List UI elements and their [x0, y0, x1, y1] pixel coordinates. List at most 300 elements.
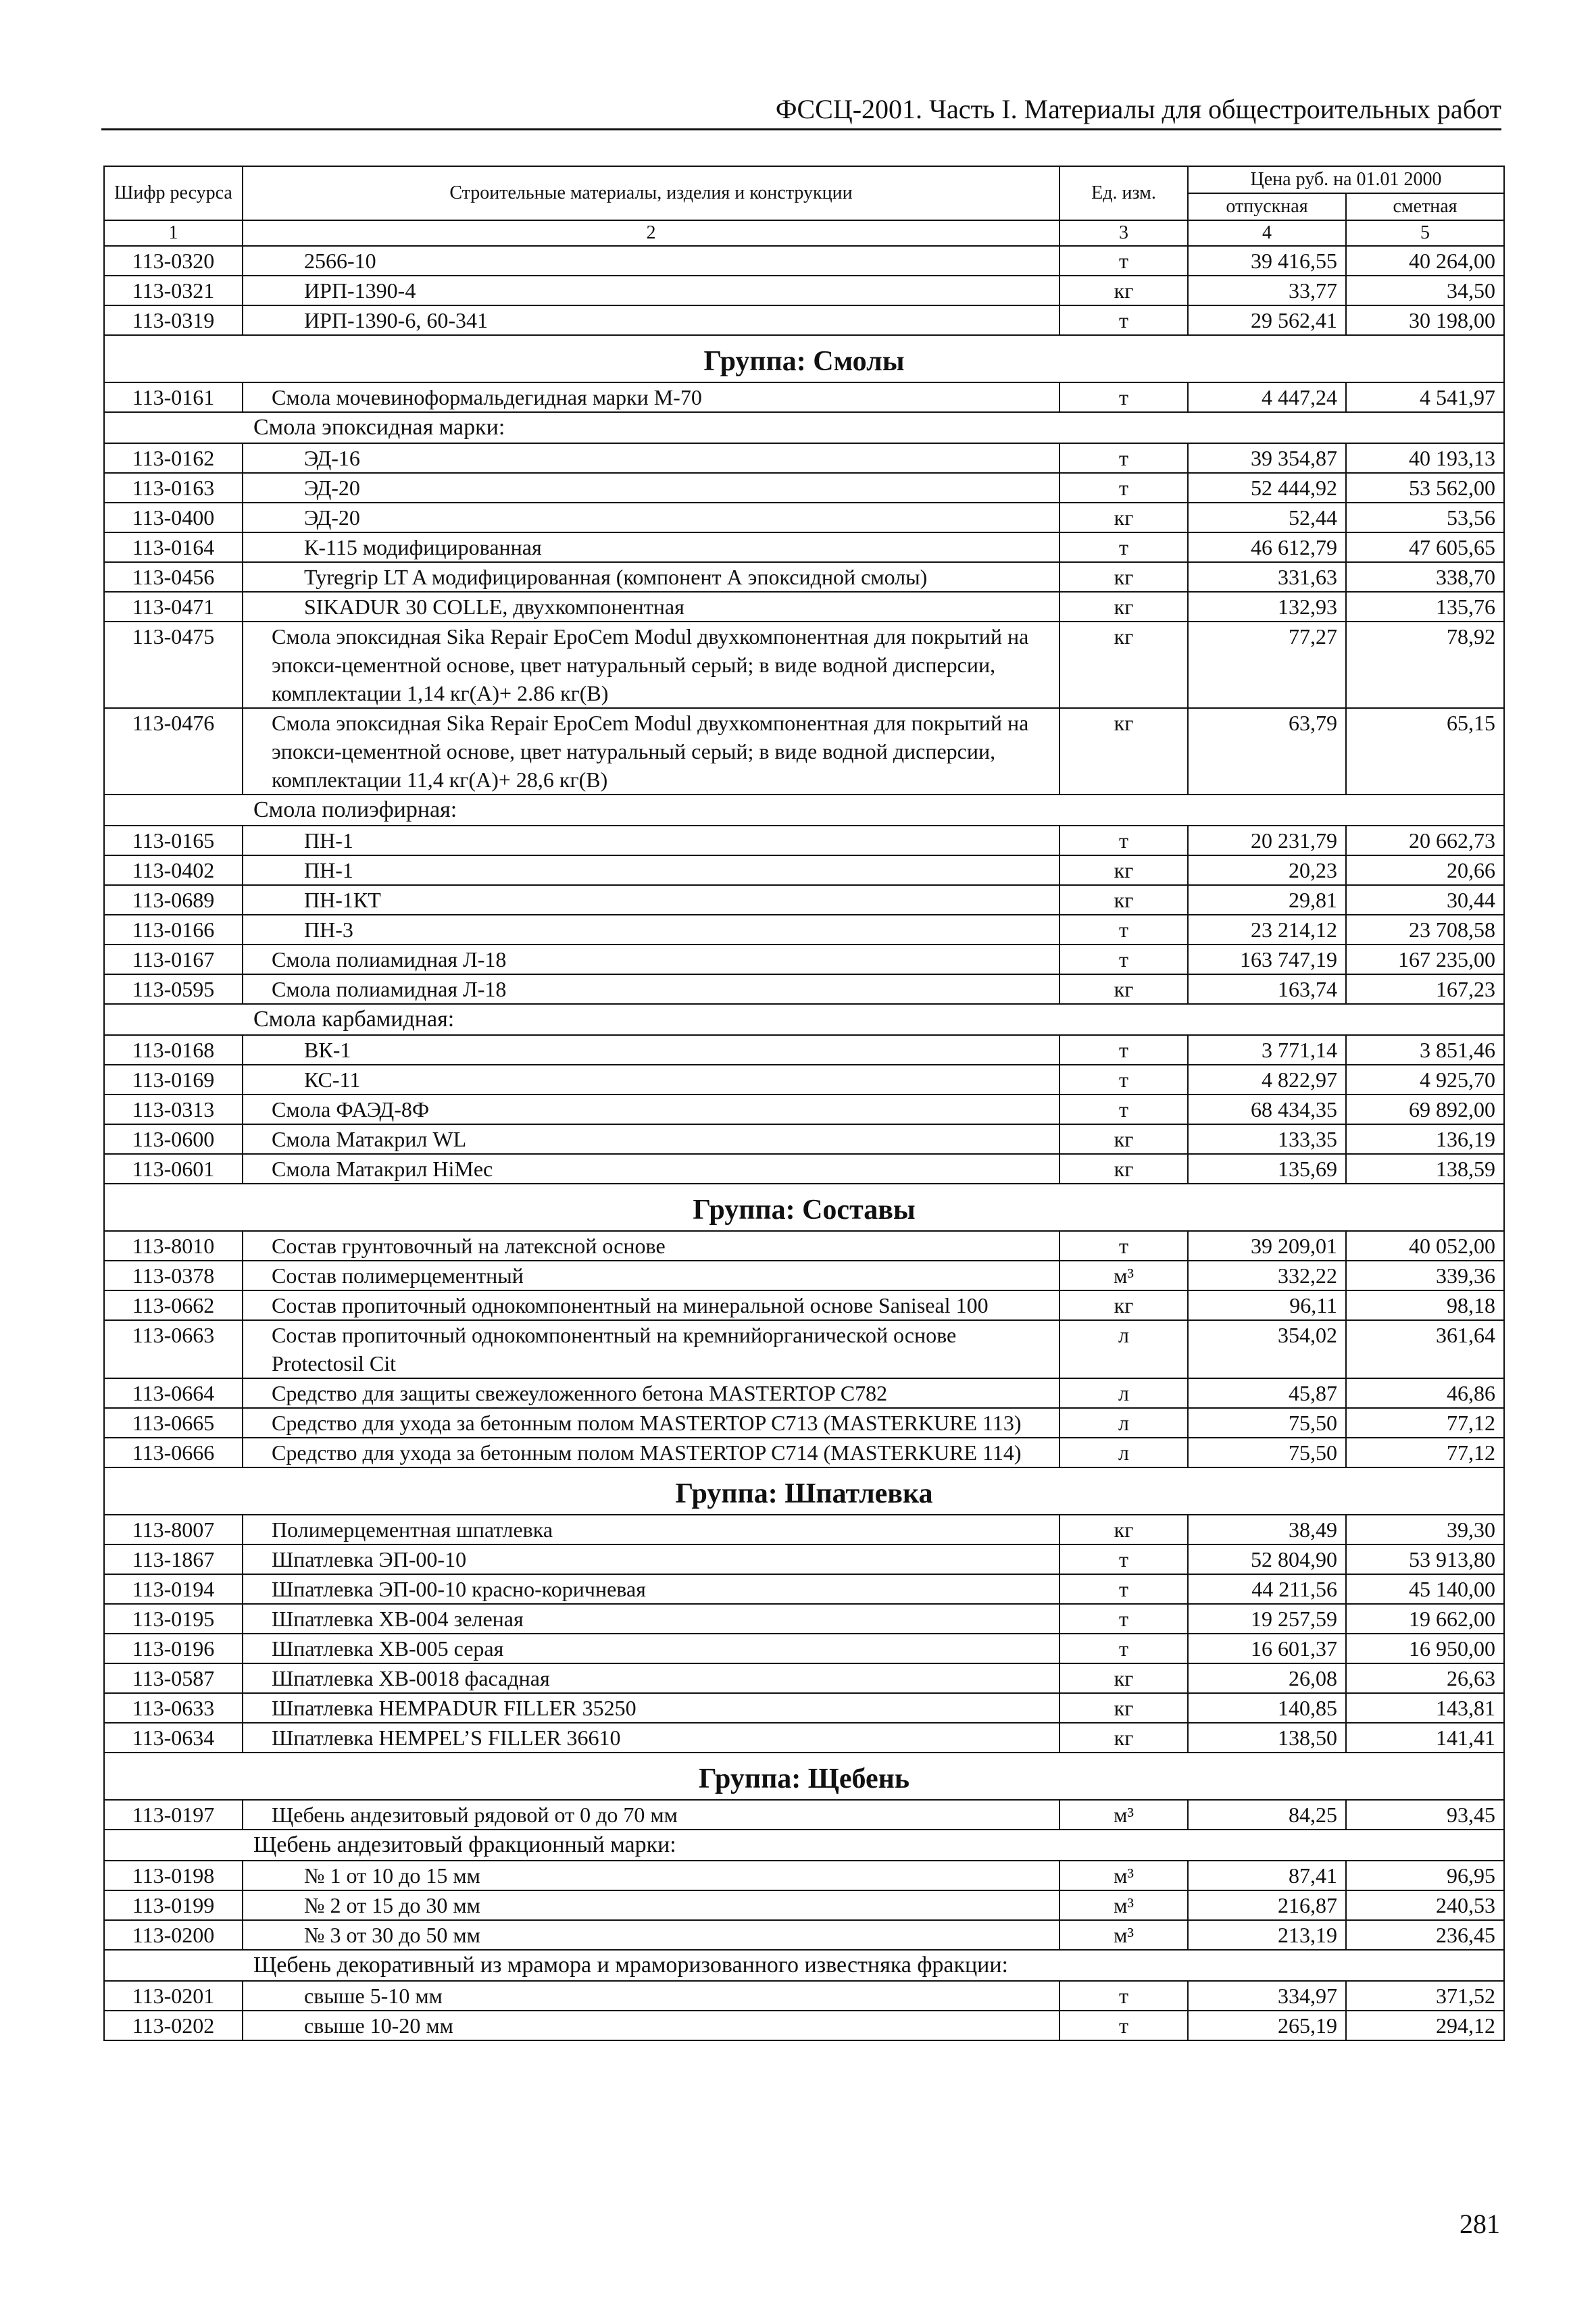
- material-name: № 3 от 30 до 50 мм: [243, 1920, 1059, 1950]
- release-price: 39 416,55: [1188, 246, 1346, 276]
- estimate-price: 371,52: [1346, 1981, 1504, 2011]
- table-row: [104, 708, 1504, 795]
- estimate-price: 20,66: [1346, 855, 1504, 885]
- unit-of-measure: кг: [1059, 1663, 1188, 1693]
- material-name: ПН-1: [243, 826, 1059, 855]
- group-heading-row: [104, 1467, 1504, 1515]
- unit-of-measure: т: [1059, 382, 1188, 412]
- unit-of-measure: т: [1059, 826, 1188, 855]
- release-price: 77,27: [1188, 622, 1346, 708]
- unit-of-measure: кг: [1059, 562, 1188, 592]
- estimate-price: 361,64: [1346, 1320, 1504, 1378]
- release-price: 29,81: [1188, 885, 1346, 915]
- unit-of-measure: кг: [1059, 708, 1188, 795]
- table-row: [104, 1065, 1504, 1095]
- unit-of-measure: кг: [1059, 1154, 1188, 1184]
- table-row: [104, 915, 1504, 945]
- table-row: [104, 885, 1504, 915]
- estimate-price: 53,56: [1346, 503, 1504, 532]
- unit-of-measure: м³: [1059, 1890, 1188, 1920]
- group-heading-row: [104, 1184, 1504, 1231]
- resource-code: 113-0199: [104, 1890, 243, 1920]
- estimate-price: 16 950,00: [1346, 1634, 1504, 1663]
- subgroup-title: Щебень андезитовый фракционный марки:: [104, 1830, 1504, 1861]
- resource-code: 113-0166: [104, 915, 243, 945]
- resource-code: 113-0689: [104, 885, 243, 915]
- material-name: Состав пропиточный однокомпонентный на кремнийорганической основе Protectosil Cit: [243, 1320, 1059, 1378]
- estimate-price: 136,19: [1346, 1124, 1504, 1154]
- unit-of-measure: кг: [1059, 855, 1188, 885]
- resource-code: 113-0169: [104, 1065, 243, 1095]
- table-row: [104, 1544, 1504, 1574]
- estimate-price: 40 193,13: [1346, 443, 1504, 473]
- estimate-price: 40 264,00: [1346, 246, 1504, 276]
- material-name: Шпатлевка ЭП-00-10: [243, 1544, 1059, 1574]
- table-row: [104, 246, 1504, 276]
- group-title: Группа: Составы: [104, 1184, 1504, 1231]
- subgroup-heading-row: [104, 795, 1504, 826]
- resource-code: 113-0163: [104, 473, 243, 503]
- unit-of-measure: кг: [1059, 885, 1188, 915]
- estimate-price: 53 562,00: [1346, 473, 1504, 503]
- material-name: SIKADUR 30 COLLE, двухкомпонентная: [243, 592, 1059, 622]
- subgroup-heading-row: [104, 412, 1504, 443]
- material-name: Состав пропиточный однокомпонентный на минеральной основе Saniseal 100: [243, 1290, 1059, 1320]
- material-name: Состав грунтовочный на латексной основе: [243, 1231, 1059, 1261]
- estimate-price: 338,70: [1346, 562, 1504, 592]
- material-name: Смола Матакрил HiMec: [243, 1154, 1059, 1184]
- resource-code: 113-0665: [104, 1408, 243, 1438]
- column-number: 4: [1188, 220, 1346, 246]
- estimate-price: 30 198,00: [1346, 305, 1504, 335]
- resource-code: 113-0319: [104, 305, 243, 335]
- estimate-price: 19 662,00: [1346, 1604, 1504, 1634]
- material-name: Шпатлевка ХВ-0018 фасадная: [243, 1663, 1059, 1693]
- table-row: [104, 1320, 1504, 1378]
- table-row: [104, 503, 1504, 532]
- table-row: [104, 1515, 1504, 1544]
- table-row: [104, 1095, 1504, 1124]
- estimate-price: 53 913,80: [1346, 1544, 1504, 1574]
- table-row: [104, 1981, 1504, 2011]
- table-row: [104, 276, 1504, 305]
- estimate-price: 141,41: [1346, 1723, 1504, 1753]
- resource-code: 113-0601: [104, 1154, 243, 1184]
- unit-of-measure: кг: [1059, 592, 1188, 622]
- table-row: [104, 1290, 1504, 1320]
- release-price: 133,35: [1188, 1124, 1346, 1154]
- resource-code: 113-0475: [104, 622, 243, 708]
- estimate-price: 93,45: [1346, 1800, 1504, 1830]
- unit-of-measure: т: [1059, 1095, 1188, 1124]
- table-row: [104, 622, 1504, 708]
- release-price: 75,50: [1188, 1438, 1346, 1467]
- estimate-price: 240,53: [1346, 1890, 1504, 1920]
- release-price: 138,50: [1188, 1723, 1346, 1753]
- release-price: 26,08: [1188, 1663, 1346, 1693]
- release-price: 38,49: [1188, 1515, 1346, 1544]
- material-name: К-115 модифицированная: [243, 532, 1059, 562]
- release-price: 4 822,97: [1188, 1065, 1346, 1095]
- estimate-price: 4 925,70: [1346, 1065, 1504, 1095]
- material-name: 2566-10: [243, 246, 1059, 276]
- subgroup-title: Смола эпоксидная марки:: [104, 412, 1504, 443]
- release-price: 63,79: [1188, 708, 1346, 795]
- material-name: Шпатлевка ХВ-004 зеленая: [243, 1604, 1059, 1634]
- estimate-price: 78,92: [1346, 622, 1504, 708]
- material-name: Шпатлевка ЭП-00-10 красно-коричневая: [243, 1574, 1059, 1604]
- group-title: Группа: Смолы: [104, 335, 1504, 382]
- release-price: 16 601,37: [1188, 1634, 1346, 1663]
- table-row: [104, 1231, 1504, 1261]
- col-header-price: Цена руб. на 01.01 2000: [1188, 166, 1504, 193]
- resource-code: 113-0633: [104, 1693, 243, 1723]
- resource-code: 113-0378: [104, 1261, 243, 1290]
- estimate-price: 143,81: [1346, 1693, 1504, 1723]
- column-number: 1: [104, 220, 243, 246]
- table-row: [104, 1378, 1504, 1408]
- col-header-release: отпускная: [1188, 193, 1346, 220]
- resource-code: 113-0161: [104, 382, 243, 412]
- table-row: [104, 1693, 1504, 1723]
- material-name: Шпатлевка HEMPEL’S FILLER 36610: [243, 1723, 1059, 1753]
- material-name: № 2 от 15 до 30 мм: [243, 1890, 1059, 1920]
- resource-code: 113-0168: [104, 1035, 243, 1065]
- col-header-estimate: сметная: [1346, 193, 1504, 220]
- material-name: Полимерцементная шпатлевка: [243, 1515, 1059, 1544]
- material-name: ЭД-20: [243, 503, 1059, 532]
- table-row: [104, 1124, 1504, 1154]
- release-price: 29 562,41: [1188, 305, 1346, 335]
- table-row: [104, 1890, 1504, 1920]
- unit-of-measure: кг: [1059, 1515, 1188, 1544]
- resource-code: 113-0587: [104, 1663, 243, 1693]
- running-header: ФССЦ-2001. Часть I. Материалы для общестроительных работ: [775, 94, 1501, 124]
- resource-code: 113-0197: [104, 1800, 243, 1830]
- table-row: [104, 855, 1504, 885]
- material-name: Tyregrip LT A модифицированная (компонент А эпоксидной смолы): [243, 562, 1059, 592]
- resource-code: 113-0200: [104, 1920, 243, 1950]
- release-price: 52 804,90: [1188, 1544, 1346, 1574]
- release-price: 4 447,24: [1188, 382, 1346, 412]
- column-number-row: [104, 220, 1504, 246]
- table-body: [104, 246, 1504, 2040]
- release-price: 23 214,12: [1188, 915, 1346, 945]
- unit-of-measure: м³: [1059, 1261, 1188, 1290]
- table-row: [104, 1438, 1504, 1467]
- material-name: Шпатлевка ХВ-005 серая: [243, 1634, 1059, 1663]
- estimate-price: 135,76: [1346, 592, 1504, 622]
- estimate-price: 294,12: [1346, 2011, 1504, 2040]
- material-name: ЭД-16: [243, 443, 1059, 473]
- estimate-price: 45 140,00: [1346, 1574, 1504, 1604]
- material-name: Смола Матакрил WL: [243, 1124, 1059, 1154]
- table-row: [104, 1604, 1504, 1634]
- material-name: Смола ФАЭД-8Ф: [243, 1095, 1059, 1124]
- subgroup-title: Смола полиэфирная:: [104, 795, 1504, 826]
- estimate-price: 39,30: [1346, 1515, 1504, 1544]
- resource-code: 113-0595: [104, 974, 243, 1004]
- subgroup-heading-row: [104, 1830, 1504, 1861]
- table-row: [104, 305, 1504, 335]
- resource-code: 113-0471: [104, 592, 243, 622]
- material-name: Смола полиамидная Л-18: [243, 945, 1059, 974]
- table-row: [104, 1408, 1504, 1438]
- estimate-price: 69 892,00: [1346, 1095, 1504, 1124]
- subgroup-heading-row: [104, 1004, 1504, 1035]
- resource-code: 113-0476: [104, 708, 243, 795]
- release-price: 163 747,19: [1188, 945, 1346, 974]
- material-name: свыше 5-10 мм: [243, 1981, 1059, 2011]
- resource-code: 113-0196: [104, 1634, 243, 1663]
- unit-of-measure: л: [1059, 1378, 1188, 1408]
- material-name: Смола эпоксидная Sika Repair EpoCem Modul двухкомпонентная для покрытий на эпокси-цементной основе, цвет натуральный серый; в виде водной дисперсии, комплектации 11,4 кг(A)+ 28,6 кг(B): [243, 708, 1059, 795]
- estimate-price: 40 052,00: [1346, 1231, 1504, 1261]
- release-price: 52 444,92: [1188, 473, 1346, 503]
- table-row: [104, 532, 1504, 562]
- estimate-price: 34,50: [1346, 276, 1504, 305]
- unit-of-measure: л: [1059, 1320, 1188, 1378]
- group-heading-row: [104, 1753, 1504, 1800]
- estimate-price: 167 235,00: [1346, 945, 1504, 974]
- resource-code: 113-0165: [104, 826, 243, 855]
- material-name: Состав полимерцементный: [243, 1261, 1059, 1290]
- resource-code: 113-0600: [104, 1124, 243, 1154]
- resource-code: 113-8007: [104, 1515, 243, 1544]
- resource-code: 113-0402: [104, 855, 243, 885]
- unit-of-measure: л: [1059, 1438, 1188, 1467]
- table-row: [104, 1723, 1504, 1753]
- estimate-price: 20 662,73: [1346, 826, 1504, 855]
- table-row: [104, 1261, 1504, 1290]
- unit-of-measure: кг: [1059, 503, 1188, 532]
- col-header-unit: Ед. изм.: [1059, 166, 1188, 220]
- release-price: 213,19: [1188, 1920, 1346, 1950]
- release-price: 39 354,87: [1188, 443, 1346, 473]
- column-number: 3: [1059, 220, 1188, 246]
- unit-of-measure: т: [1059, 1634, 1188, 1663]
- resource-code: 113-8010: [104, 1231, 243, 1261]
- unit-of-measure: т: [1059, 246, 1188, 276]
- table-row: [104, 1634, 1504, 1663]
- resource-code: 113-0634: [104, 1723, 243, 1753]
- resource-code: 113-0313: [104, 1095, 243, 1124]
- unit-of-measure: кг: [1059, 622, 1188, 708]
- column-number: 2: [243, 220, 1059, 246]
- unit-of-measure: кг: [1059, 1693, 1188, 1723]
- group-title: Группа: Щебень: [104, 1753, 1504, 1800]
- release-price: 354,02: [1188, 1320, 1346, 1378]
- resource-code: 113-0164: [104, 532, 243, 562]
- table-row: [104, 826, 1504, 855]
- unit-of-measure: т: [1059, 2011, 1188, 2040]
- unit-of-measure: т: [1059, 443, 1188, 473]
- resource-code: 113-0201: [104, 1981, 243, 2011]
- page-number: 281: [1460, 2209, 1500, 2239]
- unit-of-measure: кг: [1059, 1723, 1188, 1753]
- estimate-price: 46,86: [1346, 1378, 1504, 1408]
- material-name: КС-11: [243, 1065, 1059, 1095]
- release-price: 331,63: [1188, 562, 1346, 592]
- material-name: ВК-1: [243, 1035, 1059, 1065]
- release-price: 216,87: [1188, 1890, 1346, 1920]
- subgroup-title: Смола карбамидная:: [104, 1004, 1504, 1035]
- table-row: [104, 974, 1504, 1004]
- release-price: 140,85: [1188, 1693, 1346, 1723]
- table-row: [104, 1035, 1504, 1065]
- estimate-price: 77,12: [1346, 1408, 1504, 1438]
- release-price: 52,44: [1188, 503, 1346, 532]
- release-price: 46 612,79: [1188, 532, 1346, 562]
- release-price: 75,50: [1188, 1408, 1346, 1438]
- release-price: 20,23: [1188, 855, 1346, 885]
- material-name: Смола полиамидная Л-18: [243, 974, 1059, 1004]
- material-name: ЭД-20: [243, 473, 1059, 503]
- material-name: Шпатлевка HEMPADUR FILLER 35250: [243, 1693, 1059, 1723]
- header-rule: [101, 128, 1501, 130]
- unit-of-measure: т: [1059, 1981, 1188, 2011]
- estimate-price: 23 708,58: [1346, 915, 1504, 945]
- resource-code: 113-0162: [104, 443, 243, 473]
- header-row: [104, 166, 1504, 193]
- estimate-price: 167,23: [1346, 974, 1504, 1004]
- unit-of-measure: м³: [1059, 1800, 1188, 1830]
- resource-code: 113-0321: [104, 276, 243, 305]
- estimate-price: 4 541,97: [1346, 382, 1504, 412]
- resource-code: 113-0663: [104, 1320, 243, 1378]
- material-name: свыше 10-20 мм: [243, 2011, 1059, 2040]
- release-price: 84,25: [1188, 1800, 1346, 1830]
- material-name: Средство для ухода за бетонным полом MASTERTOP C714 (MASTERKURE 114): [243, 1438, 1059, 1467]
- unit-of-measure: т: [1059, 1065, 1188, 1095]
- resource-code: 113-0198: [104, 1861, 243, 1890]
- table-row: [104, 443, 1504, 473]
- unit-of-measure: т: [1059, 473, 1188, 503]
- table-row: [104, 473, 1504, 503]
- unit-of-measure: л: [1059, 1408, 1188, 1438]
- unit-of-measure: кг: [1059, 276, 1188, 305]
- estimate-price: 138,59: [1346, 1154, 1504, 1184]
- estimate-price: 65,15: [1346, 708, 1504, 795]
- price-table: [103, 166, 1505, 2041]
- release-price: 44 211,56: [1188, 1574, 1346, 1604]
- resource-code: 113-0194: [104, 1574, 243, 1604]
- material-name: Смола мочевиноформальдегидная марки М-70: [243, 382, 1059, 412]
- subgroup-heading-row: [104, 1950, 1504, 1981]
- unit-of-measure: кг: [1059, 974, 1188, 1004]
- unit-of-measure: м³: [1059, 1920, 1188, 1950]
- release-price: 20 231,79: [1188, 826, 1346, 855]
- unit-of-measure: т: [1059, 1544, 1188, 1574]
- material-name: № 1 от 10 до 15 мм: [243, 1861, 1059, 1890]
- estimate-price: 3 851,46: [1346, 1035, 1504, 1065]
- material-name: ИРП-1390-4: [243, 276, 1059, 305]
- release-price: 332,22: [1188, 1261, 1346, 1290]
- group-heading-row: [104, 335, 1504, 382]
- release-price: 19 257,59: [1188, 1604, 1346, 1634]
- release-price: 3 771,14: [1188, 1035, 1346, 1065]
- subgroup-title: Щебень декоративный из мрамора и мраморизованного известняка фракции:: [104, 1950, 1504, 1981]
- unit-of-measure: т: [1059, 305, 1188, 335]
- table-row: [104, 1574, 1504, 1604]
- resource-code: 113-0167: [104, 945, 243, 974]
- release-price: 45,87: [1188, 1378, 1346, 1408]
- resource-code: 113-0202: [104, 2011, 243, 2040]
- table-row: [104, 945, 1504, 974]
- material-name: ИРП-1390-6, 60-341: [243, 305, 1059, 335]
- estimate-price: 339,36: [1346, 1261, 1504, 1290]
- col-header-code: Шифр ресурса: [104, 166, 243, 220]
- material-name: Щебень андезитовый рядовой от 0 до 70 мм: [243, 1800, 1059, 1830]
- estimate-price: 77,12: [1346, 1438, 1504, 1467]
- unit-of-measure: т: [1059, 1604, 1188, 1634]
- table-row: [104, 382, 1504, 412]
- release-price: 163,74: [1188, 974, 1346, 1004]
- material-name: ПН-1: [243, 855, 1059, 885]
- unit-of-measure: т: [1059, 915, 1188, 945]
- unit-of-measure: т: [1059, 1035, 1188, 1065]
- unit-of-measure: кг: [1059, 1124, 1188, 1154]
- table-row: [104, 562, 1504, 592]
- unit-of-measure: кг: [1059, 1290, 1188, 1320]
- resource-code: 113-0320: [104, 246, 243, 276]
- release-price: 334,97: [1188, 1981, 1346, 2011]
- resource-code: 113-0662: [104, 1290, 243, 1320]
- estimate-price: 236,45: [1346, 1920, 1504, 1950]
- table-row: [104, 1800, 1504, 1830]
- release-price: 265,19: [1188, 2011, 1346, 2040]
- release-price: 33,77: [1188, 276, 1346, 305]
- release-price: 96,11: [1188, 1290, 1346, 1320]
- estimate-price: 96,95: [1346, 1861, 1504, 1890]
- table-row: [104, 2011, 1504, 2040]
- estimate-price: 26,63: [1346, 1663, 1504, 1693]
- estimate-price: 47 605,65: [1346, 532, 1504, 562]
- release-price: 39 209,01: [1188, 1231, 1346, 1261]
- resource-code: 113-0666: [104, 1438, 243, 1467]
- unit-of-measure: м³: [1059, 1861, 1188, 1890]
- column-number: 5: [1346, 220, 1504, 246]
- material-name: Средство для защиты свежеуложенного бетона MASTERTOP C782: [243, 1378, 1059, 1408]
- material-name: Смола эпоксидная Sika Repair EpoCem Modul двухкомпонентная для покрытий на эпокси-цементной основе, цвет натуральный серый; в виде водной дисперсии, комплектации 1,14 кг(A)+ 2.86 кг(B): [243, 622, 1059, 708]
- unit-of-measure: т: [1059, 945, 1188, 974]
- resource-code: 113-0400: [104, 503, 243, 532]
- resource-code: 113-1867: [104, 1544, 243, 1574]
- table-row: [104, 1920, 1504, 1950]
- release-price: 132,93: [1188, 592, 1346, 622]
- resource-code: 113-0456: [104, 562, 243, 592]
- unit-of-measure: т: [1059, 1231, 1188, 1261]
- estimate-price: 30,44: [1346, 885, 1504, 915]
- unit-of-measure: т: [1059, 1574, 1188, 1604]
- table-row: [104, 592, 1504, 622]
- table-row: [104, 1154, 1504, 1184]
- group-title: Группа: Шпатлевка: [104, 1467, 1504, 1515]
- col-header-name: Строительные материалы, изделия и конструкции: [243, 166, 1059, 220]
- resource-code: 113-0195: [104, 1604, 243, 1634]
- unit-of-measure: т: [1059, 532, 1188, 562]
- release-price: 135,69: [1188, 1154, 1346, 1184]
- table-row: [104, 1663, 1504, 1693]
- table-row: [104, 1861, 1504, 1890]
- material-name: ПН-1КТ: [243, 885, 1059, 915]
- release-price: 68 434,35: [1188, 1095, 1346, 1124]
- material-name: Средство для ухода за бетонным полом MASTERTOP C713 (MASTERKURE 113): [243, 1408, 1059, 1438]
- material-name: ПН-3: [243, 915, 1059, 945]
- release-price: 87,41: [1188, 1861, 1346, 1890]
- estimate-price: 98,18: [1346, 1290, 1504, 1320]
- resource-code: 113-0664: [104, 1378, 243, 1408]
